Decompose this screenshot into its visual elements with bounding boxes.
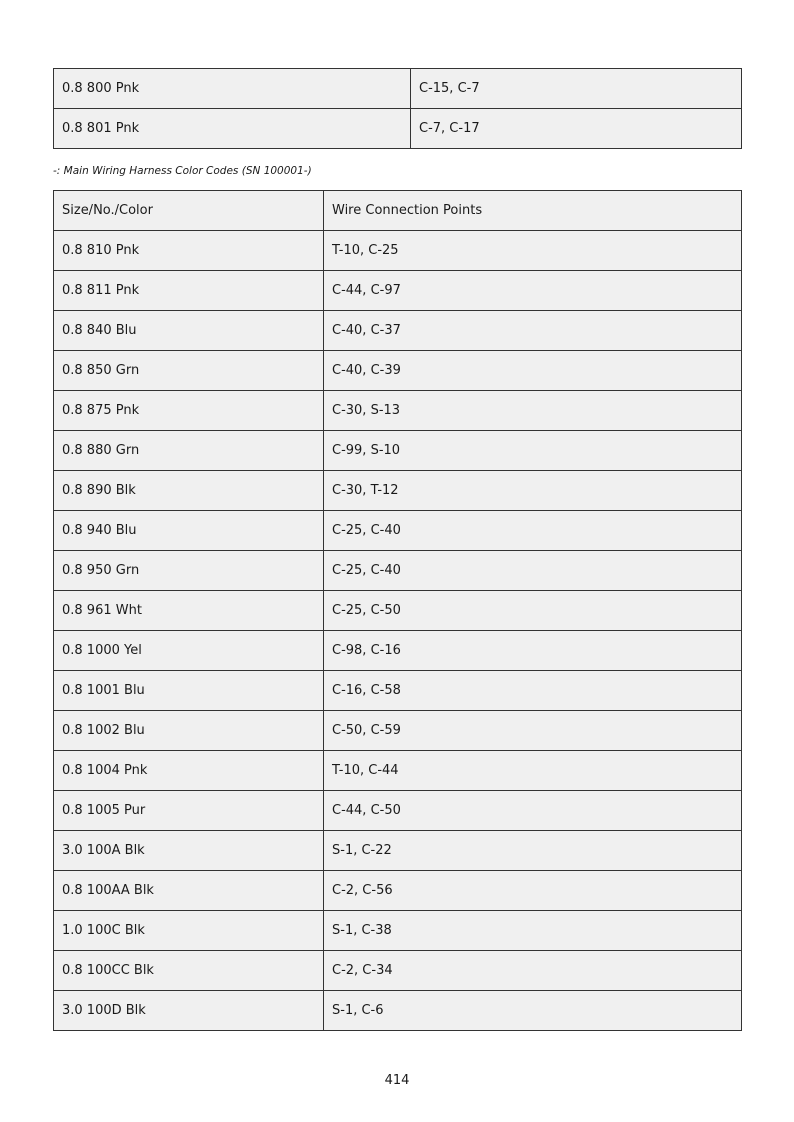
size-no-color-cell: 0.8 875 Pnk [54,391,324,431]
table-row [54,711,742,751]
size-no-color-cell: 0.8 890 Blk [54,471,324,511]
connection-points-cell: C-7, C-17 [411,109,742,149]
table-row [54,991,742,1031]
table-header-row [54,191,742,231]
table-row [54,791,742,831]
table-row [54,671,742,711]
connection-points-cell: C-25, C-50 [324,591,742,631]
size-no-color-cell: 3.0 100D Blk [54,991,324,1031]
table-row [54,311,742,351]
table-caption: -: Main Wiring Harness Color Codes (SN 100001-) [53,165,312,177]
table-row [54,431,742,471]
table-row [54,271,742,311]
connection-points-cell: T-10, C-25 [324,231,742,271]
table-row [54,831,742,871]
table-row [54,551,742,591]
column-header-wire-connection-points: Wire Connection Points [324,191,742,231]
size-no-color-cell: 3.0 100A Blk [54,831,324,871]
connection-points-cell: C-99, S-10 [324,431,742,471]
size-no-color-cell: 0.8 961 Wht [54,591,324,631]
table-row [54,951,742,991]
table-row [54,751,742,791]
size-no-color-cell: 0.8 950 Grn [54,551,324,591]
table-row [54,69,742,109]
table-row [54,591,742,631]
table-row [54,351,742,391]
connection-points-cell: C-98, C-16 [324,631,742,671]
size-no-color-cell: 0.8 1002 Blu [54,711,324,751]
size-no-color-cell: 0.8 810 Pnk [54,231,324,271]
connection-points-cell: C-16, C-58 [324,671,742,711]
table-row [54,391,742,431]
connection-points-cell: C-50, C-59 [324,711,742,751]
continued-wire-table [53,68,742,149]
size-no-color-cell: 0.8 1000 Yel [54,631,324,671]
connection-points-cell: C-25, C-40 [324,551,742,591]
connection-points-cell: S-1, C-38 [324,911,742,951]
table-row [54,231,742,271]
size-no-color-cell: 1.0 100C Blk [54,911,324,951]
connection-points-cell: S-1, C-6 [324,991,742,1031]
table-row [54,109,742,149]
size-no-color-cell: 0.8 1001 Blu [54,671,324,711]
size-no-color-cell: 0.8 850 Grn [54,351,324,391]
size-no-color-cell: 0.8 100AA Blk [54,871,324,911]
size-no-color-cell: 0.8 880 Grn [54,431,324,471]
wiring-harness-table-body [54,191,742,1031]
table-row [54,511,742,551]
wiring-harness-table [53,190,742,1031]
size-no-color-cell: 0.8 811 Pnk [54,271,324,311]
size-no-color-cell: 0.8 801 Pnk [54,109,411,149]
connection-points-cell: C-40, C-39 [324,351,742,391]
size-no-color-cell: 0.8 940 Blu [54,511,324,551]
connection-points-cell: C-25, C-40 [324,511,742,551]
table-row [54,911,742,951]
continued-wire-table-body [54,69,742,149]
page-number: 414 [384,1073,410,1088]
connection-points-cell: C-30, S-13 [324,391,742,431]
connection-points-cell: C-30, T-12 [324,471,742,511]
connection-points-cell: C-40, C-37 [324,311,742,351]
connection-points-cell: S-1, C-22 [324,831,742,871]
connection-points-cell: C-44, C-97 [324,271,742,311]
connection-points-cell: C-2, C-56 [324,871,742,911]
column-header-size-no-color: Size/No./Color [54,191,324,231]
connection-points-cell: C-2, C-34 [324,951,742,991]
table-row [54,871,742,911]
table-row [54,631,742,671]
size-no-color-cell: 0.8 1004 Pnk [54,751,324,791]
table-row [54,471,742,511]
size-no-color-cell: 0.8 100CC Blk [54,951,324,991]
size-no-color-cell: 0.8 1005 Pur [54,791,324,831]
connection-points-cell: T-10, C-44 [324,751,742,791]
size-no-color-cell: 0.8 840 Blu [54,311,324,351]
connection-points-cell: C-44, C-50 [324,791,742,831]
size-no-color-cell: 0.8 800 Pnk [54,69,411,109]
connection-points-cell: C-15, C-7 [411,69,742,109]
